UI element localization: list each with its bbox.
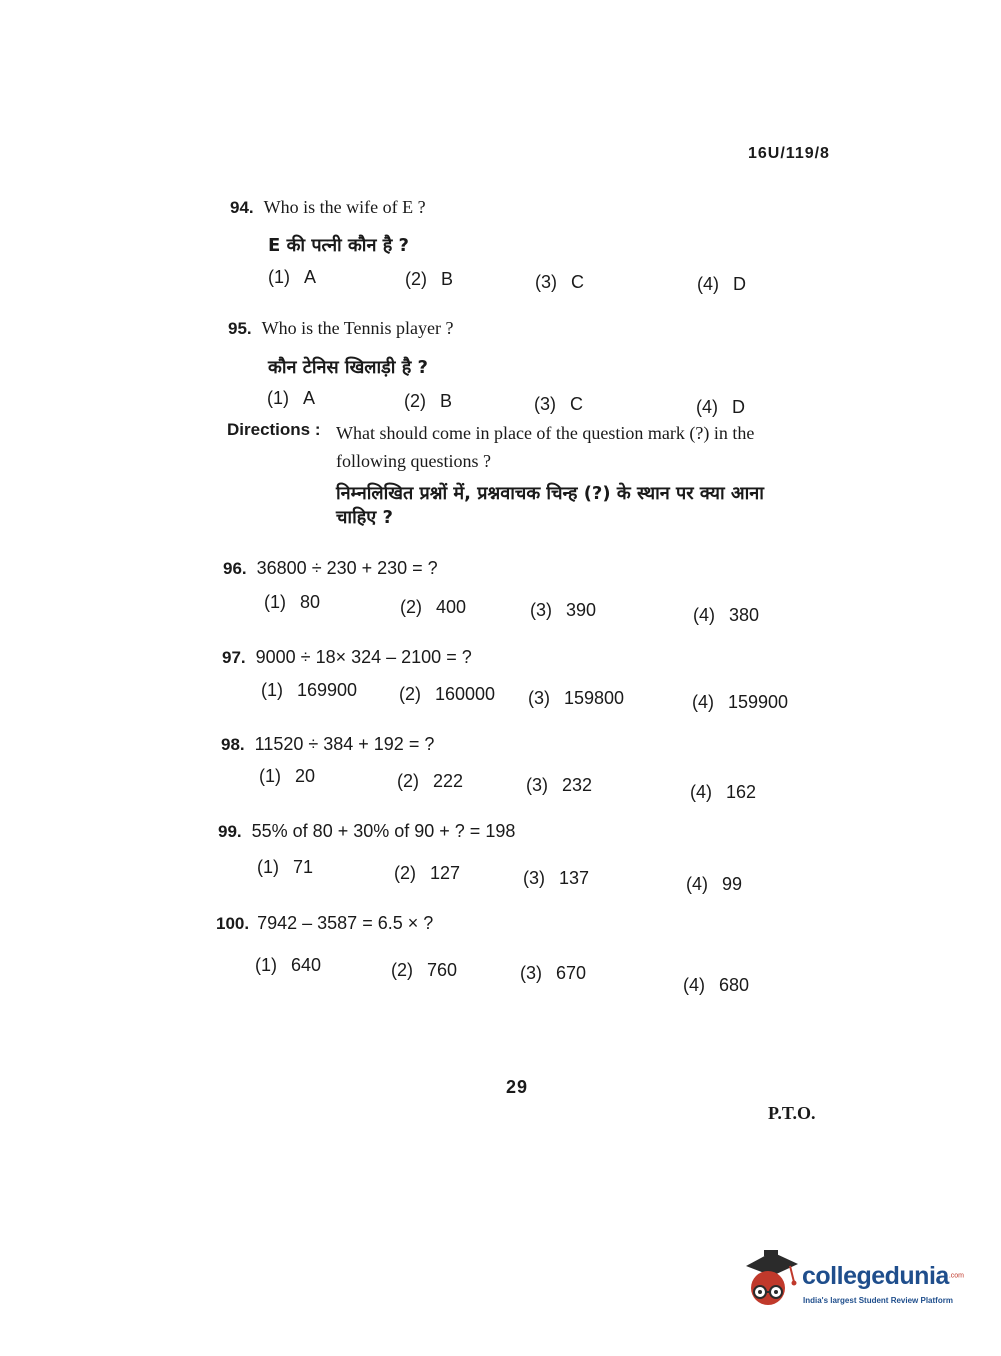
option-number: (3) [528,688,550,708]
q98-option-2 [397,771,463,792]
question-94-hindi: E की पत्नी कौन है ? [268,235,409,256]
option-value: 232 [562,775,593,795]
option-value: 80 [300,592,321,612]
option-value: 127 [430,863,461,883]
option-number: (2) [399,684,421,704]
option-number: (2) [391,960,413,980]
question-number: 98. [221,735,245,754]
question-number: 97. [222,648,246,667]
q100-option-4 [683,975,749,996]
logo-name: collegedunia [802,1262,949,1290]
option-value: 160000 [435,684,496,704]
q96-option-1 [264,592,320,613]
option-value: D [732,397,745,417]
question-text-en: Who is the Tennis player ? [261,318,454,338]
paper-code: 16U/119/8 [748,145,830,162]
q94-option-1 [268,267,316,288]
q98-option-1 [259,766,315,787]
option-value: A [304,267,317,287]
question-text: 11520 ÷ 384 + 192 = ? [254,734,435,754]
question-text: 9000 ÷ 18× 324 – 2100 = ? [255,647,472,667]
q95-option-2 [404,391,452,412]
q94-option-2 [405,269,453,290]
question-96 [223,558,438,579]
logo-tagline: India's largest Student Review Platform [803,1296,953,1305]
q98-option-4 [690,782,756,803]
option-value: A [303,388,316,408]
option-number: (4) [692,692,714,712]
option-number: (3) [520,963,542,983]
option-number: (3) [523,868,545,888]
option-number: (2) [394,863,416,883]
directions-text-en-line2: following questions ? [336,451,491,471]
option-value: 390 [566,600,597,620]
question-95 [228,318,454,339]
page-number: 29 [506,1077,529,1097]
option-value: 159900 [728,692,789,712]
q99-option-1 [257,857,313,878]
option-value: B [441,269,454,289]
directions-label: Directions : [227,420,321,439]
option-number: (1) [264,592,286,612]
option-value: 169900 [297,680,358,700]
option-number: (2) [397,771,419,791]
option-value: 760 [427,960,458,980]
question-number: 99. [218,822,242,841]
option-number: (4) [693,605,715,625]
q99-option-4 [686,874,742,895]
q96-option-3 [530,600,596,621]
option-value: B [440,391,453,411]
q94-option-4 [697,274,746,295]
option-value: 159800 [564,688,625,708]
question-number: 100. [216,914,250,933]
option-value: C [570,394,583,414]
option-number: (4) [697,274,719,294]
q97-option-2 [399,684,495,705]
q99-option-2 [394,863,460,884]
option-value: D [733,274,746,294]
q99-option-3 [523,868,589,889]
question-99 [218,821,515,842]
option-value: 640 [291,955,322,975]
option-number: (3) [530,600,552,620]
question-100 [216,913,433,934]
option-value: 20 [295,766,316,786]
directions-text-hi-line1: निम्नलिखित प्रश्नों में, प्रश्नवाचक चिन्ह (?) के स्थान पर क्या आना [336,483,764,504]
q95-option-4 [696,397,745,418]
question-number: 96. [223,559,247,578]
option-number: (4) [690,782,712,802]
directions-text-hi-line2: चाहिए ? [336,507,393,528]
option-value: 400 [436,597,467,617]
q98-option-3 [526,775,592,796]
option-value: 162 [726,782,757,802]
option-number: (4) [683,975,705,995]
option-number: (3) [526,775,548,795]
option-value: 99 [722,874,743,894]
q97-option-1 [261,680,357,701]
question-text-en: Who is the wife of E ? [263,197,426,217]
option-value: 380 [729,605,760,625]
q97-option-3 [528,688,624,709]
option-value: 71 [293,857,314,877]
option-value: 222 [433,771,464,791]
option-number: (2) [400,597,422,617]
option-number: (1) [255,955,277,975]
question-97 [222,647,472,668]
mascot-icon [742,1248,800,1310]
option-number: (4) [686,874,708,894]
directions-text-en-line1: What should come in place of the question mark (?) in the [336,423,755,443]
q95-option-3 [534,394,583,415]
option-number: (2) [405,269,427,289]
question-text: 36800 ÷ 230 + 230 = ? [256,558,438,578]
option-value: C [571,272,584,292]
question-text: 7942 – 3587 = 6.5 × ? [257,913,434,933]
question-95-hindi: कौन टेनिस खिलाड़ी है ? [268,357,428,378]
pto-label: P.T.O. [768,1103,816,1123]
q100-option-2 [391,960,457,981]
collegedunia-logo [742,1248,970,1318]
question-number: 94. [230,198,254,217]
option-number: (3) [535,272,557,292]
option-number: (1) [268,267,290,287]
option-value: 670 [556,963,587,983]
q100-option-3 [520,963,586,984]
option-number: (4) [696,397,718,417]
q96-option-2 [400,597,466,618]
question-94 [230,197,426,218]
option-value: 680 [719,975,750,995]
question-number: 95. [228,319,252,338]
q96-option-4 [693,605,759,626]
q100-option-1 [255,955,321,976]
option-number: (1) [257,857,279,877]
option-number: (1) [261,680,283,700]
option-number: (2) [404,391,426,411]
q97-option-4 [692,692,788,713]
option-number: (1) [259,766,281,786]
logo-suffix: .com [948,1272,964,1280]
option-number: (3) [534,394,556,414]
question-text: 55% of 80 + 30% of 90 + ? = 198 [251,821,516,841]
question-98 [221,734,434,755]
option-value: 137 [559,868,590,888]
q95-option-1 [267,388,315,409]
q94-option-3 [535,272,584,293]
option-number: (1) [267,388,289,408]
